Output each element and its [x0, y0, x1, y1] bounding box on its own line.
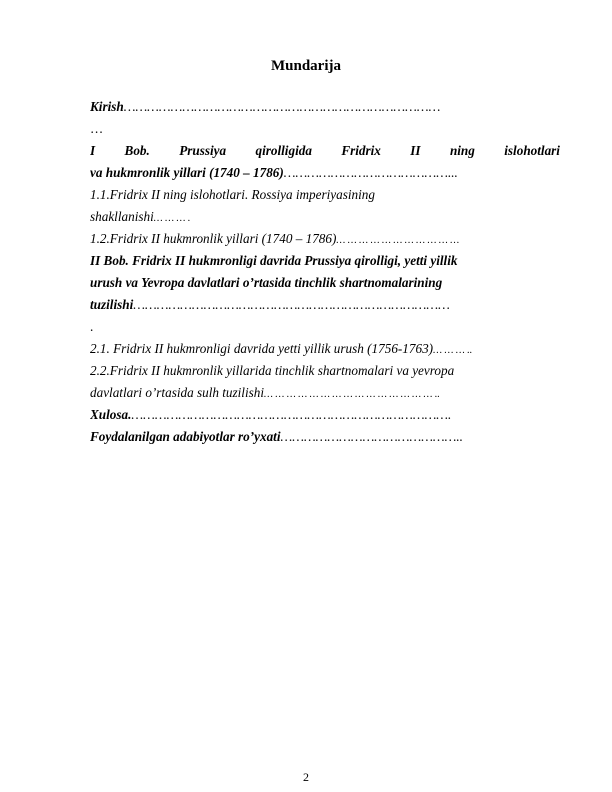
toc-leader-dots: … [90, 121, 104, 136]
toc-label: 1.1.Fridrix II ning islohotlari. Rossiya imperiyasining [90, 187, 375, 202]
toc-entry-section-1-1-line-2[interactable] [90, 206, 560, 228]
toc-label: davlatlari o’rtasida sulh tuzilishi [90, 385, 265, 400]
toc-entry-section-1-2[interactable] [90, 228, 560, 250]
page-number: 2 [303, 770, 309, 784]
toc-entry-chapter-1[interactable] [90, 140, 560, 162]
toc-label: Xulosa. [90, 407, 132, 422]
toc-label: tuzilishi [90, 297, 134, 312]
toc-entry-section-2-2-line-2[interactable] [90, 382, 560, 404]
toc-label: Foydalanilgan adabiyotlar ro’yxati [90, 429, 281, 444]
toc-label: urush va Yevropa davlatlari o’rtasida tinchlik shartnomalarining [90, 275, 443, 290]
toc-entry-section-2-1[interactable] [90, 338, 560, 360]
toc-entry-kirish-continuation [90, 118, 560, 140]
toc-leader-dots: ……………………………………………………………………… [133, 297, 450, 312]
toc-word: qirolligida [255, 143, 312, 158]
toc-word: I [90, 143, 96, 158]
toc-word: ning [449, 143, 475, 158]
toc-label: Kirish [90, 99, 124, 114]
toc-entry-foydalanilgan-adabiyotlar[interactable] [90, 426, 560, 448]
toc-label: shakllanishi [90, 209, 154, 224]
toc-leader-dots: … … … . [153, 213, 191, 224]
toc-leader-dots: … … … .. [433, 345, 473, 356]
toc-leader-dots: ……………………………………... [283, 165, 458, 180]
toc-word: islohotlari [504, 143, 560, 158]
toc-leader-dots: . [90, 319, 94, 334]
toc-leader-dots: ……………………………………………………………………… [123, 99, 441, 114]
toc-entry-chapter-2[interactable] [90, 250, 560, 272]
toc-word: Bob. [124, 143, 150, 158]
toc-leader-dots: … … … … … … … … … … … … … … … .. [264, 389, 440, 400]
toc-word: Fridrix [341, 143, 381, 158]
toc-label: 2.2.Fridrix II hukmronlik yillarida tinchlik shartnomalari va yevropa [90, 363, 455, 378]
toc-entry-section-1-1[interactable] [90, 184, 560, 206]
toc-entry-section-2-2[interactable] [90, 360, 560, 382]
toc-entry-chapter-2-continuation [90, 316, 560, 338]
toc-entry-chapter-1-line-2[interactable] [90, 162, 560, 184]
toc-entry-chapter-2-line-3[interactable] [90, 294, 560, 316]
toc-word: II [410, 143, 421, 158]
toc-label: va hukmronlik yillari (1740 – 1786) [90, 165, 284, 180]
page-title: Mundarija [270, 58, 341, 74]
toc-entry-kirish[interactable] [90, 96, 560, 118]
toc-label: 2.1. Fridrix II hukmronligi davrida yetti yillik urush (1756-1763) [90, 341, 434, 356]
toc-leader-dots: … … … … … … … … … … … [336, 235, 460, 246]
toc-label: II Bob. Fridrix II hukmronligi davrida Prussiya qirolligi, yetti yillik [90, 253, 458, 268]
toc-entry-xulosa[interactable] [90, 404, 560, 426]
toc-word: Prussiya [179, 143, 227, 158]
toc-label: 1.2.Fridrix II hukmronlik yillari (1740 – 1786) [90, 231, 337, 246]
toc-leader-dots: ………………………………………………………………………. [131, 407, 452, 422]
toc-leader-dots: ……………………………………….. [280, 429, 463, 444]
toc-entry-chapter-2-line-2[interactable] [90, 272, 560, 294]
